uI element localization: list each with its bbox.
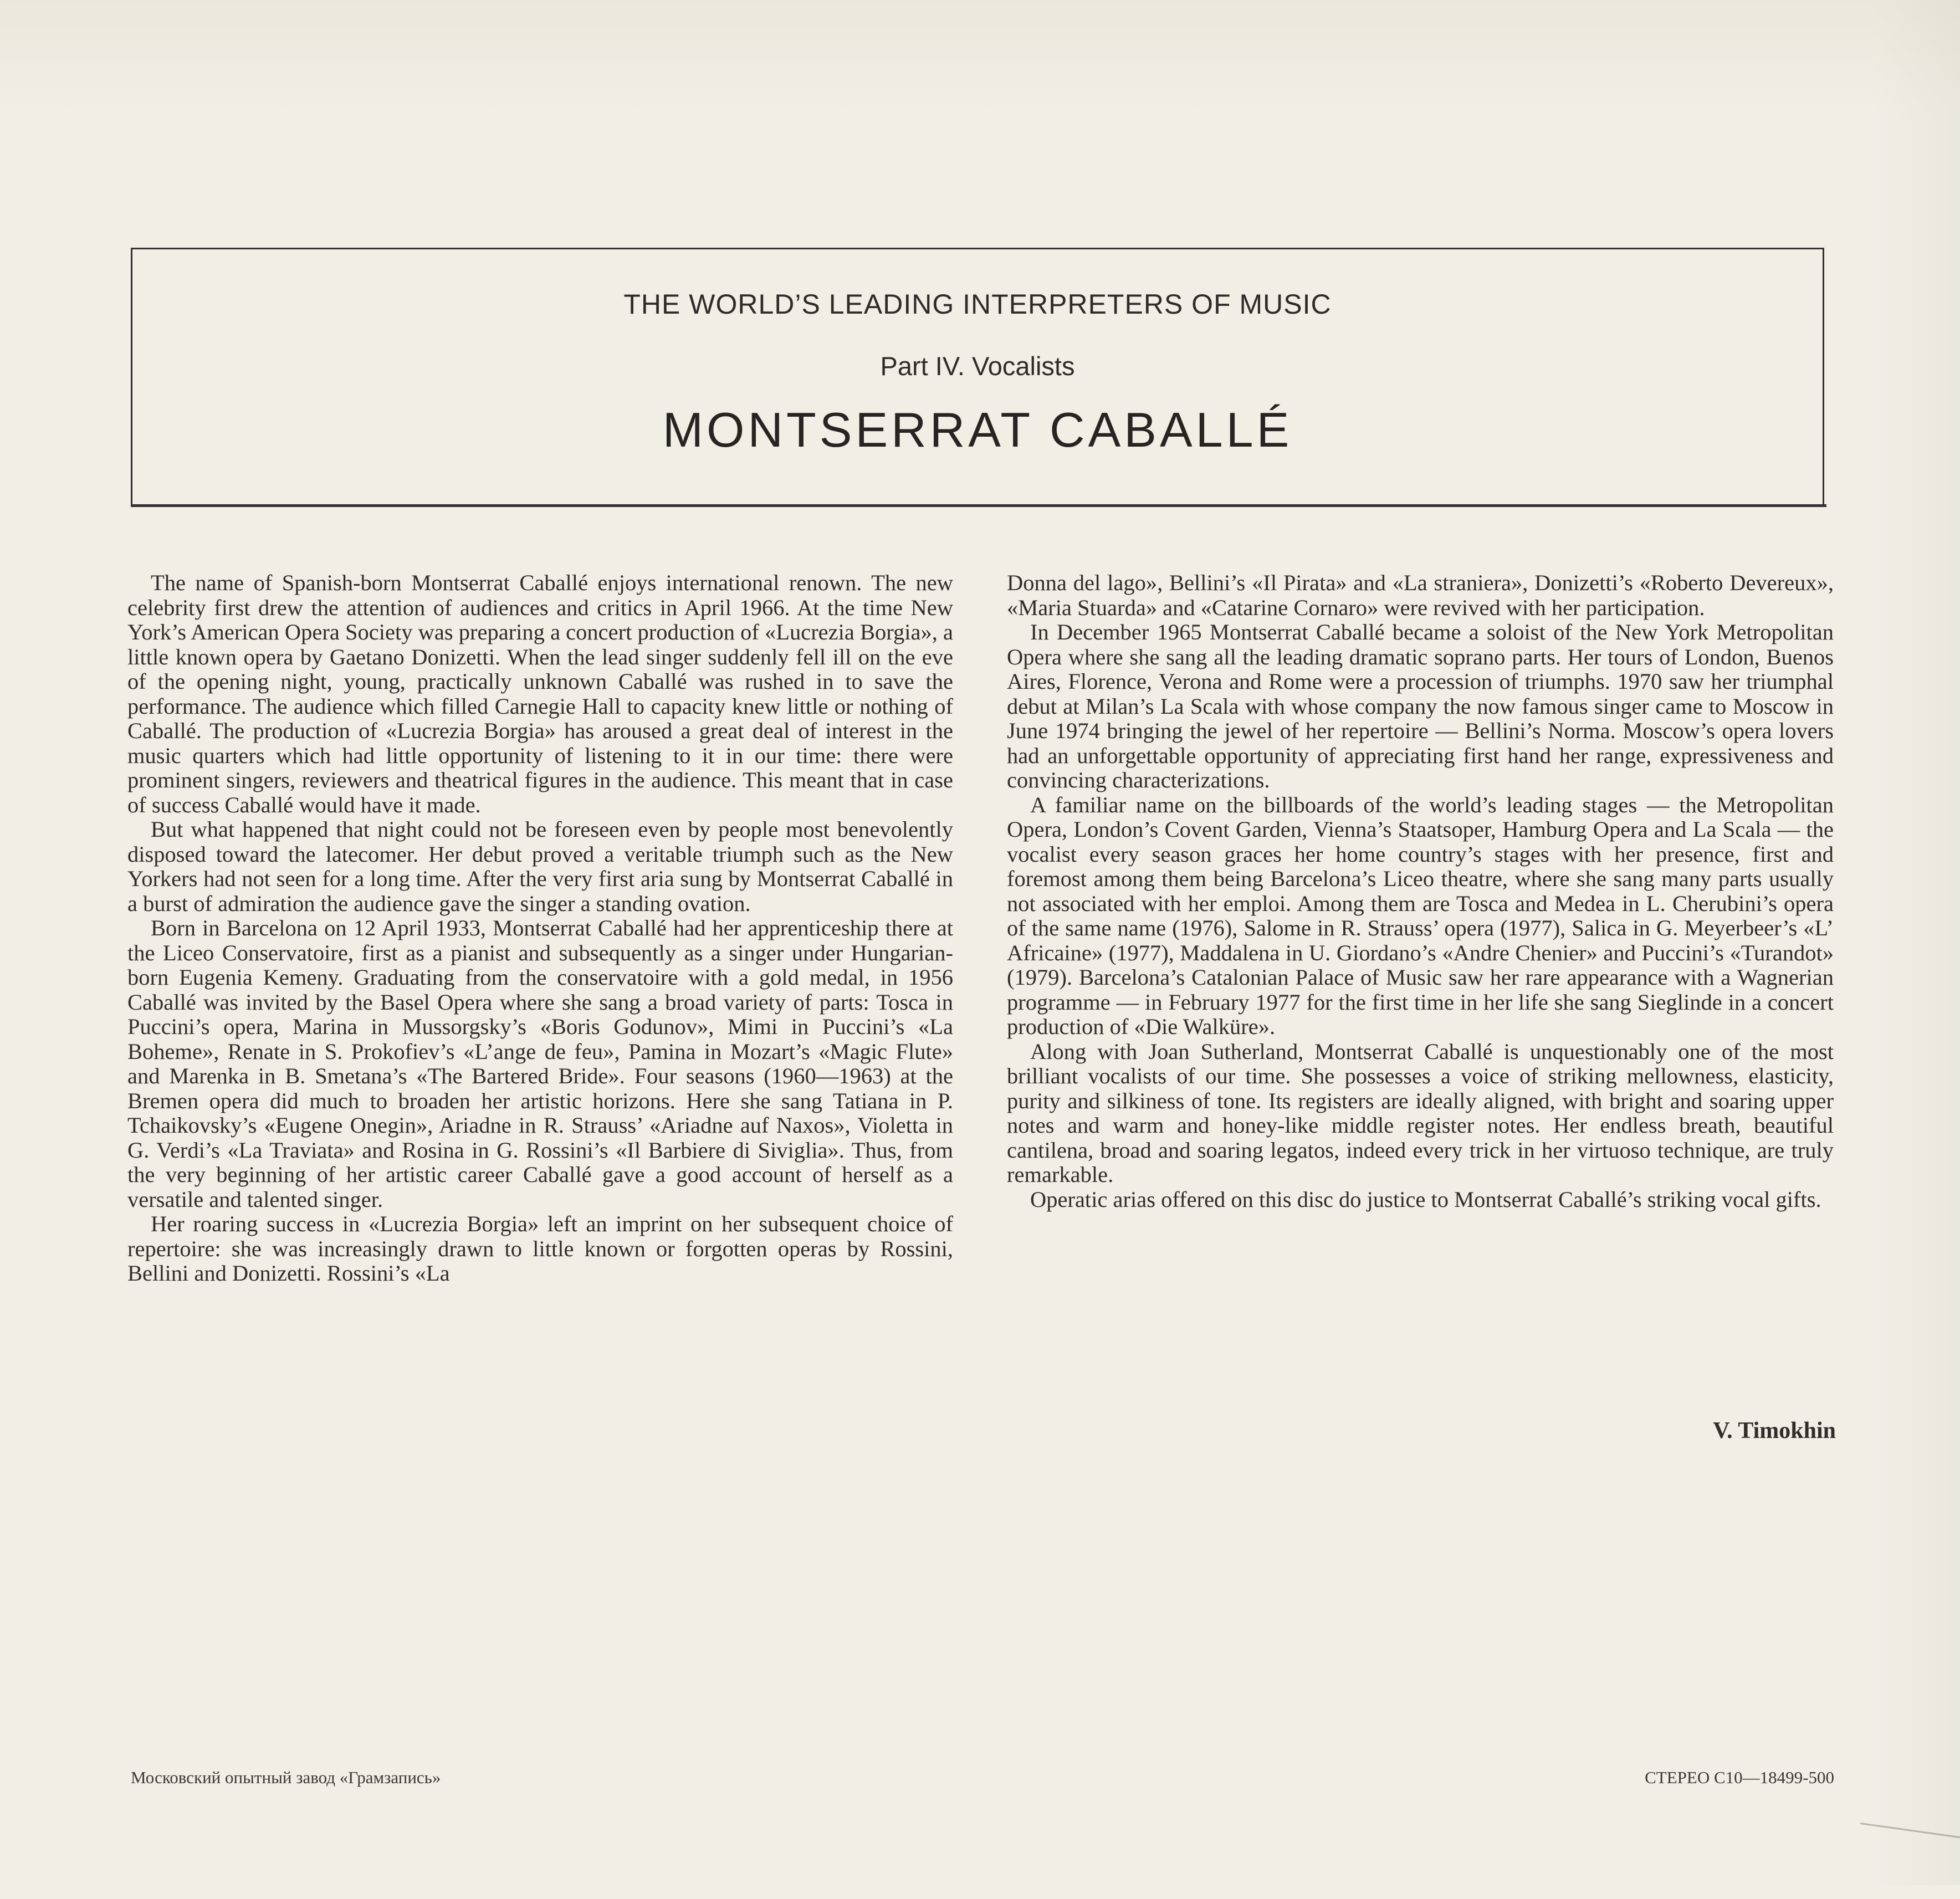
paragraph: Operatic arias offered on this disc do justice to Montserrat Caballé’s striking vocal gifts.: [1030, 1186, 1821, 1212]
title-frame: [131, 248, 1824, 506]
artist-name: MONTSERRAT CABALLÉ: [662, 402, 1293, 457]
text-column-right: [1007, 571, 1834, 1212]
manufacturer-credit: Московский опытный завод «Грамзапись»: [131, 1768, 441, 1787]
sleeve-edge-shadow: [1871, 0, 1960, 1885]
paragraph: In December 1965 Montserrat Caballé became a soloist of the New York Metropolitan Opera where she sang all the leading dramatic soprano parts. Her tours of London, Buenos Aires, Florence, Verona and Rome were a procession of triumphs. 1970 saw her triumphal debut at Milan’s La Scala with whose company the now famous singer came to Moscow in June 1974 bringing the jewel of her repertoire — Bellini’s Norma. Moscow’s opera lovers had an unforgettable opportunity of appreciating first hand her range, expressiveness and convincing characterizations.: [1007, 620, 1834, 792]
catalog-number: СТЕРЕО С10—18499-500: [1645, 1768, 1834, 1787]
part-subtitle: Part IV. Vocalists: [880, 351, 1075, 381]
paragraph: The name of Spanish-born Montserrat Caballé enjoys international renown. The new celebrity first drew the attention of audiences and critics in April 1966. At the time New York’s American Opera Society was preparing a concert production of «Lucrezia Borgia», a little known opera by Gaetano Donizetti. When the lead singer suddenly fell ill on the eve of the opening night, young, practically unknown Caballé was rushed in to save the performance. The audience which filled Carnegie Hall to capacity knew little or nothing of Caballé. The production of «Lucrezia Borgia» has aroused a great deal of interest in the music quarters which had little opportunity of listening to it in our time: there were prominent singers, reviewers and theatrical figures in the audience. This meant that in case of success Caballé would have it made.: [127, 570, 953, 817]
paragraph: Along with Joan Sutherland, Montserrat Caballé is unquestionably one of the most brilliant vocalists of our time. She possesses a voice of striking mellowness, elasticity, purity and silkiness of tone. Its registers are ideally aligned, with bright and soaring upper notes and warm and honey-like middle register notes. Her endless breath, beautiful cantilena, broad and soaring legatos, indeed every trick in her virtuoso technique, are truly remarkable.: [1007, 1038, 1834, 1187]
paragraph: Her roaring success in «Lucrezia Borgia» left an imprint on her subsequent choice of repertoire: she was increasingly drawn to little known or forgotten operas by Rossini, Bellini and Donizetti. Rossini’s «La: [127, 1211, 953, 1286]
series-title: THE WORLD’S LEADING INTERPRETERS OF MUSIC: [623, 289, 1332, 320]
paragraph: But what happened that night could not be foreseen even by people most benevolently disposed toward the latecomer. Her debut proved a veritable triumph such as the New Yorkers had not seen for a long time. After the very first aria sung by Montserrat Caballé in a burst of admiration the audience gave the singer a standing ovation.: [127, 817, 953, 916]
paragraph-continued: Donna del lago», Bellini’s «Il Pirata» and «La straniera», Donizetti’s «Roberto Devereux», «Maria Stuarda» and «Catarine Cornaro» were revived with her participation.: [1007, 570, 1834, 620]
title-rule: [131, 504, 1826, 507]
text-column-left: [127, 571, 953, 1286]
author-signature: V. Timokhin: [1713, 1418, 1836, 1444]
paragraph: A familiar name on the billboards of the world’s leading stages — the Metropolitan Opera, London’s Covent Garden, Vienna’s Staatsoper, Hamburg Opera and La Scala — the vocalist every season graces her home country’s stages with her presence, first and foremost among them being Barcelona’s Liceo theatre, where she sang many parts usually not associated with her emploi. Among them are Tosca and Medea in L. Cherubini’s opera of the same name (1976), Salome in R. Strauss’ opera (1977), Salica in G. Meyerbeer’s «L’ Africaine» (1977), Maddalena in U. Giordano’s «Andre Chenier» and Puccini’s «Turandot» (1979). Barcelona’s Catalonian Palace of Music saw her rare appearance with a Wagnerian programme — in February 1977 for the first time in her life she sang Sieglinde in a concert production of «Die Walküre».: [1007, 792, 1834, 1039]
sleeve-fold-shadow: [0, 0, 1960, 116]
paragraph: Born in Barcelona on 12 April 1933, Montserrat Caballé had her apprenticeship there at the Liceo Conservatoire, first as a pianist and subsequently as a singer under Hungarian-born Eugenia Kemeny. Graduating from the conservatoire with a gold medal, in 1956 Caballé was invited by the Basel Opera where she sang a broad variety of parts: Tosca in Puccini’s opera, Marina in Mussorgsky’s «Boris Godunov», Mimi in Puccini’s «La Boheme», Renate in S. Prokofiev’s «L’ange de feu», Pamina in Mozart’s «Magic Flute» and Marenka in B. Smetana’s «The Bartered Bride». Four seasons (1960—1963) at the Bremen opera did much to broaden her artistic horizons. Here she sang Tatiana in P. Tchaikovsky’s «Eugene Onegin», Ariadne in R. Strauss’ «Ariadne auf Naxos», Violetta in G. Verdi’s «La Traviata» and Rosina in G. Rossini’s «Il Barbiere di Siviglia». Thus, from the very beginning of her artistic career Caballé gave a good account of herself as a versatile and talented singer.: [127, 915, 953, 1212]
sleeve-corner-crease: [1860, 1823, 1960, 1899]
